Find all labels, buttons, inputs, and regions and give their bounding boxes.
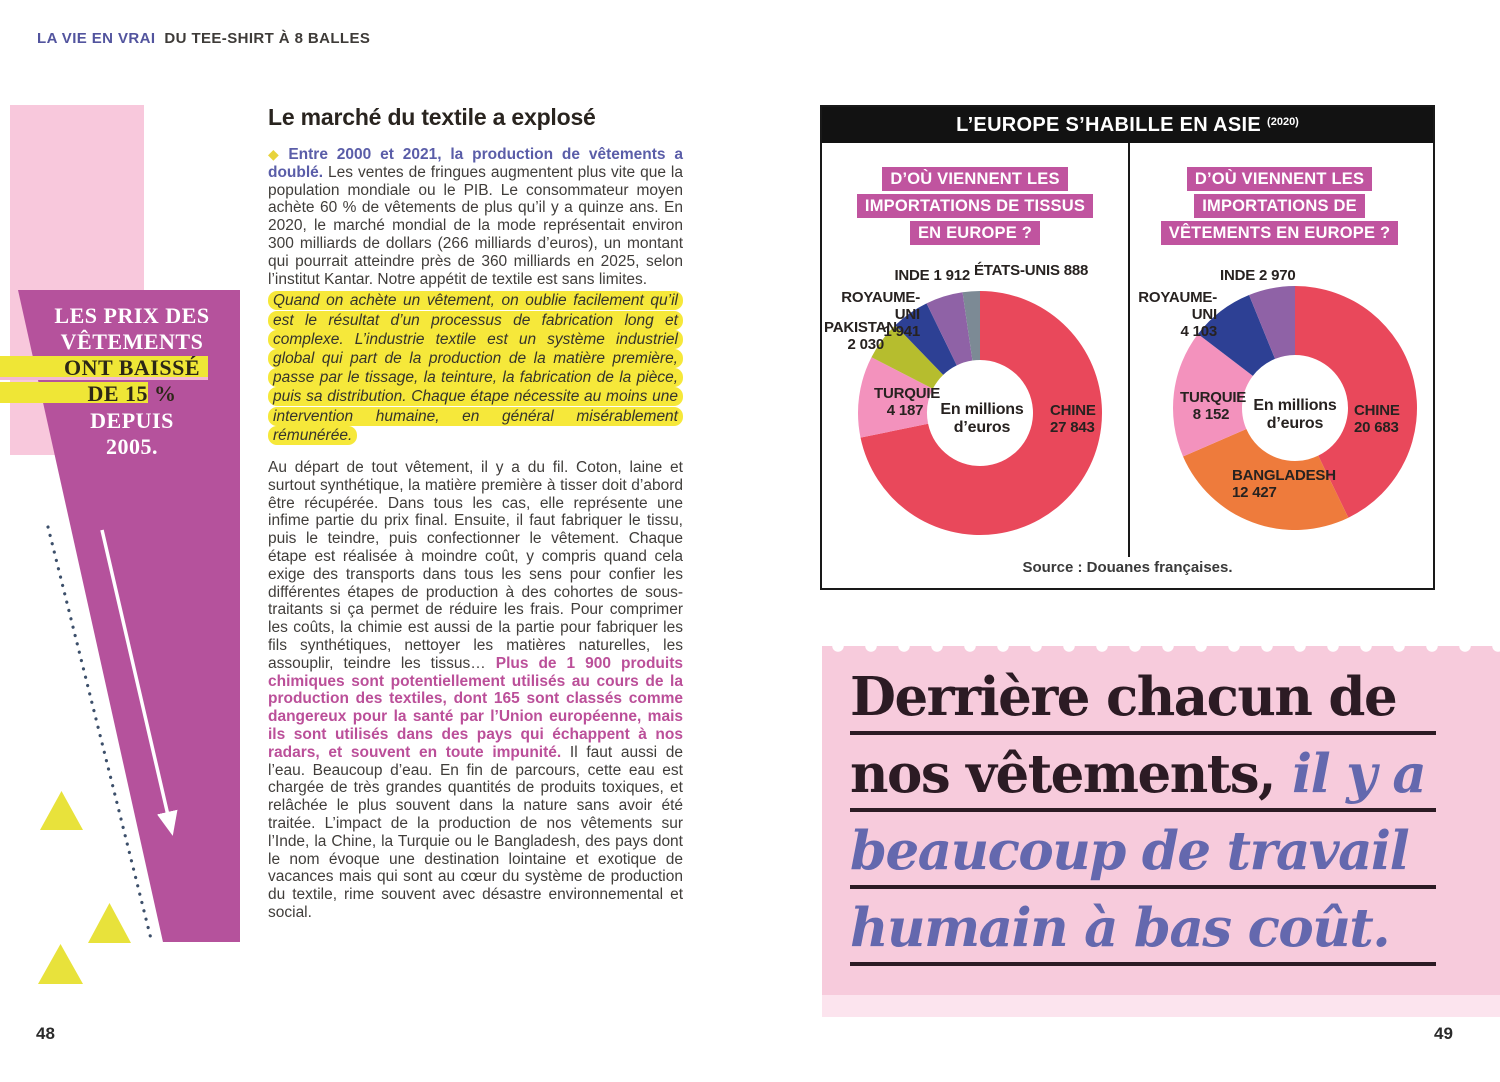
body-text: Au départ de tout vêtement, il y a du fil. Coton, laine et surtout synthétique, la matière première à tisser doit d’abord être récupérée. Dans tous les cas, elle représente une infime partie du prix final. Ensuite, il faut fabriquer le tissu, puis le teindre, puis confectionner le vêtement. Chaque étape est réalisée à moindre coût, y compris quand cela exige des transports dans tous les sens pour confier les différentes étapes de production à des cohortes de sous-traitants si ça permet de réduire les frais. Pour comprimer les coûts, la chimie est aussi de la partie pour fabriquer les fils synthétiques, nettoyer les matières naturelles, les assouplir, teindre les tissus… [268,459,683,672]
running-header [37,30,370,47]
sidebar-callout-line: VÊTEMENTS [60,329,204,354]
intro-body-text: Les ventes de fringues augmentent plus vite que la population mondiale ou le PIB. Le consommateur moyen achète 60 % de vêtements de plus qu’il y a quinze ans. En 2020, le marché mondial de la mode représentait environ 300 milliards de dollars (266 milliards d’euros), un montant qui pourrait atteindre près de 360 milliards en 2025, selon l’institut Kantar. Notre appétit de textile est sans limites. [268,163,683,288]
slice-label-royaume-uni: ROYAUME-UNI 1 941 [841,289,920,340]
quote-accent-text: humain à bas coût. [850,897,1390,959]
sidebar-callout-line: ONT BAISSÉ [63,355,201,380]
chart-source: Source : Douanes françaises. [1022,559,1233,576]
panel-title-line: D’OÙ VIENNENT LES [882,167,1067,191]
slice-label-turquie: TURQUIE 8 152 [1180,389,1247,423]
quote-line [850,735,1436,812]
scalloped-edge [822,646,1500,653]
panel-title-line: EN EUROPE ? [910,221,1040,245]
quote-line [850,812,1436,889]
infographic-box [820,105,1435,590]
chapter-title: DU TEE-SHIRT À 8 BALLES [164,30,371,47]
donut-unit-label: En millions d’euros [940,401,1024,436]
infographic-year: (2020) [1267,115,1299,128]
intro-paragraph [268,146,683,288]
quote-line [850,658,1436,735]
infographic-titlebar [822,107,1433,143]
slice-label-pakistan: PAKISTAN 2 030 [824,319,897,353]
slice-label-royaume-uni: ROYAUME-UNI 4 103 [1138,289,1217,340]
quote-block [822,646,1500,1020]
article-title: Le marché du textile a explosé [268,104,596,130]
yellow-marker-text: Quand on achète un vêtement, on oublie facilement qu’il est le résultat d’un processus de fabrication long et complexe. L’industrie textile est un système industriel global qui part de la production de la matière première, passe par le tissage, la teinture, la fabrication de la pièce, puis sa distribution. Chaque étape nécessite au moins une intervention humaine, en général misérablement rémunérée. [268,291,683,444]
slice-label-turquie: TURQUIE 4 187 [874,385,941,419]
sidebar-callout-line: 2005. [106,434,158,459]
infographic-title: L’EUROPE S’HABILLE EN ASIE [956,113,1262,136]
quote-dark-text: Derrière chacun de [850,666,1397,728]
article-column [268,102,683,922]
slice-label-chine: CHINE 20 683 [1354,402,1400,436]
intro-lead-sentence: Entre 2000 et 2021, la production de vêtements a doublé. [268,146,683,181]
page-number-right: 49 [1434,1024,1453,1043]
quote-line [850,889,1436,966]
decor-triangle [40,791,83,830]
slice-label-etats-unis: ÉTATS-UNIS 888 [974,262,1089,279]
right-panel-title [1128,165,1431,246]
donut-unit-label: En millions d’euros [1253,397,1337,432]
magenta-emphasis-text: Plus de 1 900 produits chimiques sont potentiellement utilisés au cours de la production des textiles, dont 165 sont classés comme dangereux pour la santé par l’Union européenne, mais ils sont utilisés dans des pays qui échappent à nos radars, et souvent en toute impunité. [268,654,683,761]
quote-accent-text: il y a [1291,743,1426,805]
sidebar-callout-line: DEPUIS [90,408,174,433]
page-number-left: 48 [36,1024,55,1043]
decor-triangle [88,903,131,943]
slice-label-bangladesh: BANGLADESH 12 427 [1232,467,1336,501]
sidebar-callout-line: DE 15 % [87,381,177,406]
quote-accent-text: beaucoup de travail [850,820,1409,882]
quote-bottom-strip [822,995,1500,1017]
body-paragraph [268,459,683,922]
sidebar-callout-line: LES PRIX DES [54,303,210,328]
panel-title-line: VÊTEMENTS EN EUROPE ? [1161,221,1398,245]
decor-triangle [38,944,83,984]
slice-label-inde: INDE 1 912 [894,267,970,284]
panel-title-line: D’OÙ VIENNENT LES [1187,167,1372,191]
diamond-bullet-icon: ◆ [268,146,284,162]
left-panel-title [822,165,1128,246]
quote-text [850,658,1436,966]
highlighted-paragraph [268,291,683,445]
body-text: Il faut aussi de l’eau. Beaucoup d’eau. En fin de parcours, cette eau est chargée de très grandes quantités de produits toxiques, et relâchée le plus souvent dans la nature sans avoir été traitée. L’impact de la production de nos vêtements sur l’Inde, la Chine, la Turquie ou le Bangladesh, des pays dont le nom évoque une destination lointaine et exotique de vacances mais qui sont au cœur du système de production du textile, rime souvent avec désastre environnemental et social. [268,743,684,921]
panel-title-line: IMPORTATIONS DE [1194,194,1365,218]
collection-name: LA VIE EN VRAI [37,30,156,47]
slice-label-chine: CHINE 27 843 [1050,402,1096,436]
panel-title-line: IMPORTATIONS DE TISSUS [857,194,1093,218]
quote-dark-text: nos vêtements, [850,743,1292,805]
slice-label-inde: INDE 2 970 [1220,267,1296,284]
